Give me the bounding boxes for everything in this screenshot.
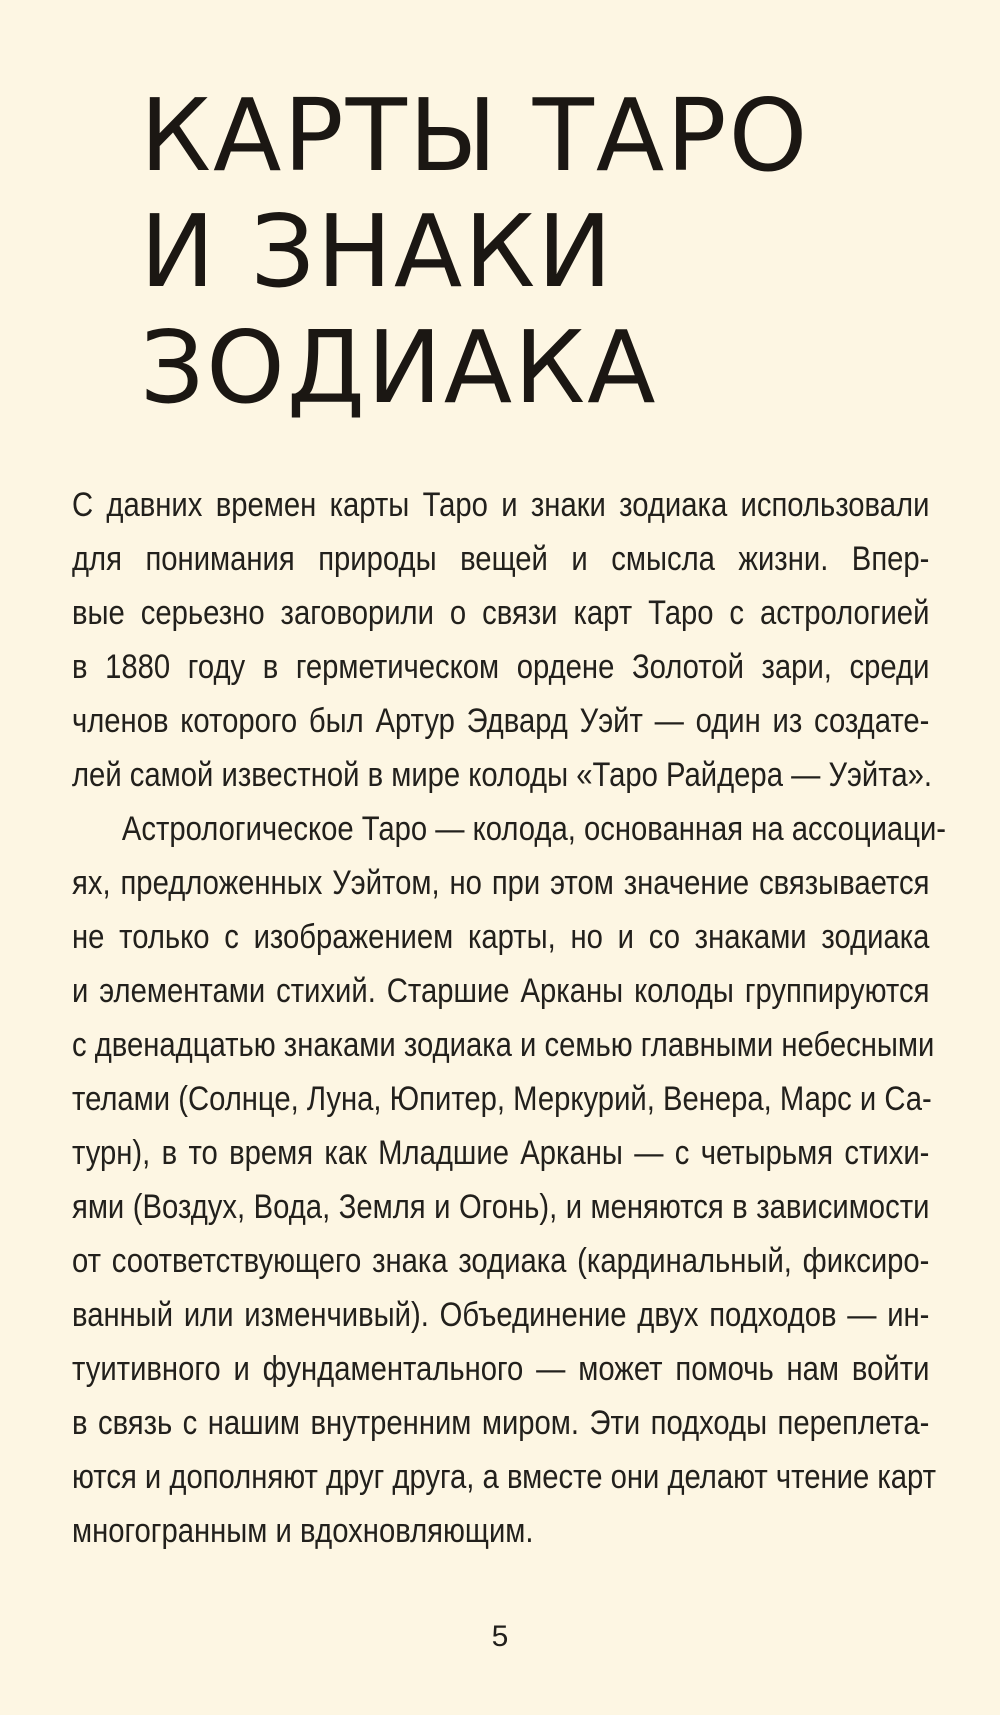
title-line-1: КАРТЫ ТАРО — [140, 77, 810, 194]
paragraph-2-line-8: ями (Воздух, Вода, Земля и Огонь), и меняются в зависимости — [72, 1188, 930, 1226]
paragraph-1-line-6: лей самой известной в мире колоды «Таро Райдера — Уэйта». — [72, 756, 932, 794]
chapter-title — [140, 78, 900, 426]
body-text — [72, 478, 947, 1558]
paragraph-1-line-2: для понимания природы вещей и смысла жизни. Впер- — [72, 540, 930, 578]
paragraph-2-line-1: Астрологическое Таро — колода, основанная на ассоциаци- — [121, 810, 947, 848]
paragraph-2-line-12: в связь с нашим внутренним миром. Эти подходы переплета- — [72, 1404, 930, 1442]
paragraph-2-line-11: туитивного и фундаментального — может помочь нам войти — [72, 1350, 930, 1388]
title-line-2: И ЗНАКИ — [140, 193, 615, 310]
paragraph-2-line-6: телами (Солнце, Луна, Юпитер, Меркурий, Венера, Марс и Са- — [72, 1080, 932, 1118]
paragraph-2-line-10: ванный или изменчивый). Объединение двух подходов — ин- — [72, 1296, 930, 1334]
paragraph-2-line-5: с двенадцатью знаками зодиака и семью главными небесными — [72, 1026, 935, 1064]
paragraph-2-line-9: от соответствующего знака зодиака (кардинальный, фиксиро- — [72, 1242, 930, 1280]
paragraph-2-line-2: ях, предложенных Уэйтом, но при этом значение связывается — [72, 864, 930, 902]
paragraph-2-line-3: не только с изображением карты, но и со знаками зодиака — [72, 918, 930, 956]
paragraph-1-line-1: С давних времен карты Таро и знаки зодиака использовали — [72, 486, 930, 524]
paragraph-2-line-13: ются и дополняют друг друга, а вместе они делают чтение карт — [72, 1458, 937, 1496]
title-line-3: ЗОДИАКА — [140, 309, 658, 426]
paragraph-2-line-7: турн), в то время как Младшие Арканы — с четырьмя стихи- — [72, 1134, 930, 1172]
page-number: 5 — [491, 1620, 509, 1653]
paragraph-1-line-3: вые серьезно заговорили о связи карт Таро с астрологией — [72, 594, 930, 632]
paragraph-1-line-4: в 1880 году в герметическом ордене Золотой зари, среди — [72, 648, 930, 686]
paragraph-2-line-4: и элементами стихий. Старшие Арканы колоды группируются — [72, 972, 930, 1010]
paragraph-2-line-14: многогранным и вдохновляющим. — [72, 1512, 534, 1550]
paragraph-1-line-5: членов которого был Артур Эдвард Уэйт — один из создате- — [72, 702, 930, 740]
